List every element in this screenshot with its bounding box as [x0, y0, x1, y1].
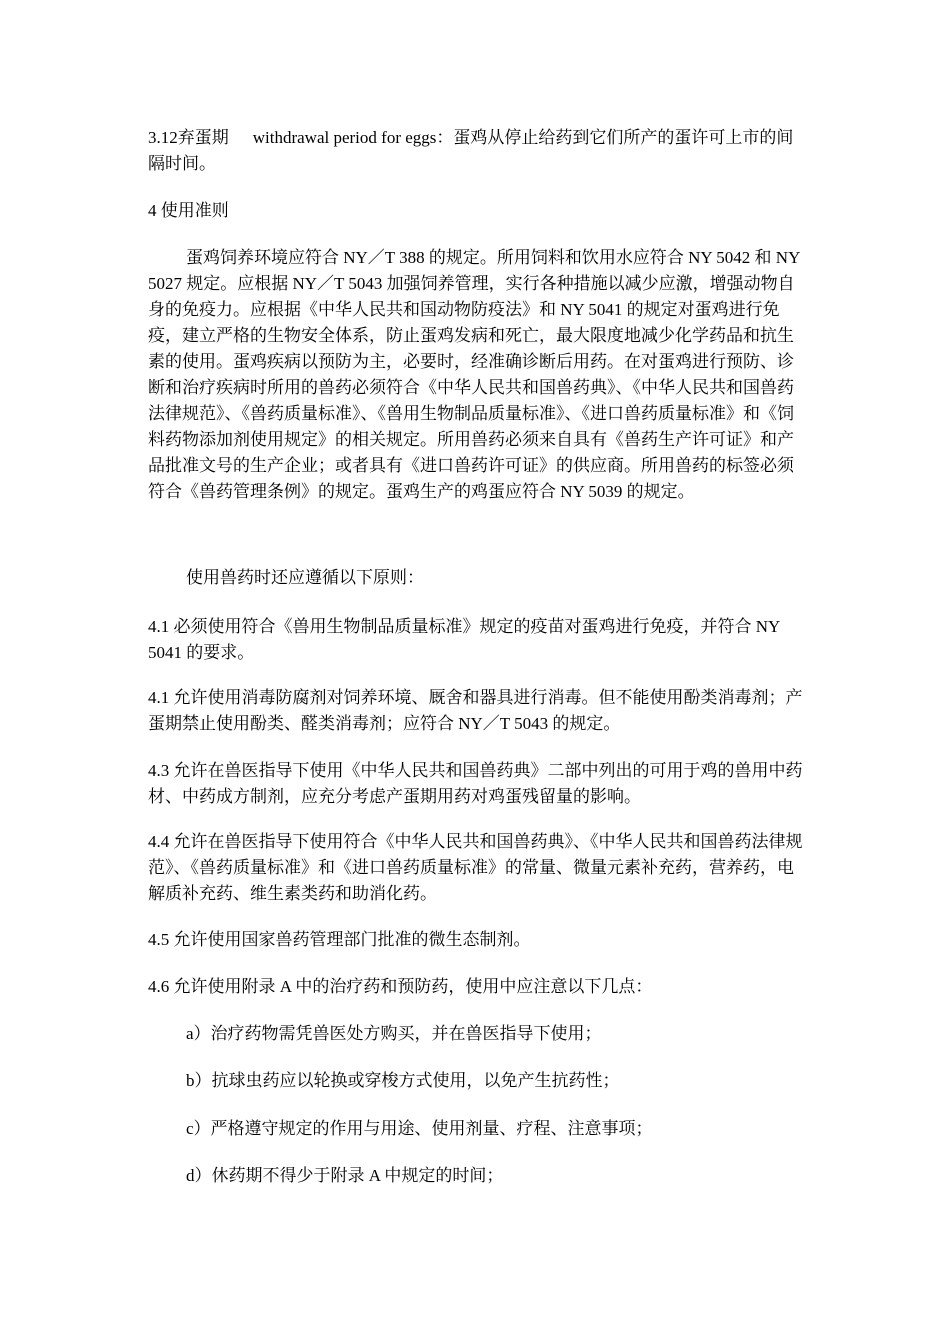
list-item-b: b）抗球虫药应以轮换或穿梭方式使用，以免产生抗药性；	[186, 1071, 620, 1090]
paragraph-usage-environment: 蛋鸡饲养环境应符合 NY／T 388 的规定。所用饲料和饮用水应符合 NY 5042 和 NY 5027 规定。应根据 NY／T 5043 加强饲养管理，实行各种措施以减少应激，增强动物自身的免疫力。应根据《中华人民共和国动物防疫法》和 NY 5041 的规定对蛋鸡进行免疫，建立严格的生物安全体系，防止蛋鸡发病和死亡，最大限度地减少化学药品和抗生素的使用。蛋鸡疾病以预防为主，必要时，经准确诊断后用药。在对蛋鸡进行预防、诊断和治疗疾病时所用的兽药必须符合《中华人民共和国兽药典》、《中华人民共和国兽药法律规范》、《兽药质量标准》、《兽用生物制品质量标准》、《进口兽药质量标准》和《饲料药物添加剂使用规定》的相关规定。所用兽药必须来自具有《兽药生产许可证》和产品批准文号的生产企业；或者具有《进口兽药许可证》的供应商。所用兽药的标签必须符合《兽药管理条例》的规定。蛋鸡生产的鸡蛋应符合 NY 5039 的规定。	[148, 248, 800, 501]
paragraph-principles-intro: 使用兽药时还应遵循以下原则：	[186, 568, 424, 587]
clause-4-3: 4.3 允许在兽医指导下使用《中华人民共和国兽药典》二部中列出的可用于鸡的兽用中药材、中药成方制剂，应充分考虑产蛋期用药对鸡蛋残留量的影响。	[148, 761, 803, 806]
definition-term-cn: 弃蛋期	[177, 128, 229, 147]
list-item-c: c）严格遵守规定的作用与用途、使用剂量、疗程、注意事项；	[186, 1119, 653, 1138]
definition-text: ：蛋鸡从停止给药到它们所产的蛋许可上市的间隔时间。	[148, 128, 794, 173]
definition-term-en: withdrawal period for eggs	[252, 128, 437, 147]
clause-4-6: 4.6 允许使用附录 A 中的治疗药和预防药，使用中应注意以下几点：	[148, 977, 653, 996]
definition-3-12	[148, 125, 804, 177]
definition-number: 3.12	[148, 128, 178, 147]
clause-4-1-vaccines: 4.1 必须使用符合《兽用生物制品质量标准》规定的疫苗对蛋鸡进行免疫，并符合 NY 5041 的要求。	[148, 617, 780, 662]
list-item-d: d）休药期不得少于附录 A 中规定的时间；	[186, 1166, 504, 1185]
list-item-a: a）治疗药物需凭兽医处方购买，并在兽医指导下使用；	[186, 1024, 602, 1043]
clause-4-5: 4.5 允许使用国家兽药管理部门批准的微生态制剂。	[148, 930, 531, 949]
section-4-heading: 4 使用准则	[148, 201, 229, 220]
clause-4-4: 4.4 允许在兽医指导下使用符合《中华人民共和国兽药典》、《中华人民共和国兽药法律规范》、《兽药质量标准》和《进口兽药质量标准》的常量、微量元素补充药，营养药，电解质补充药、维生素类药和助消化药。	[148, 832, 803, 903]
clause-4-1-disinfectants: 4.1 允许使用消毒防腐剂对饲养环境、厩舍和器具进行消毒。但不能使用酚类消毒剂；产蛋期禁止使用酚类、醛类消毒剂；应符合 NY／T 5043 的规定。	[148, 688, 803, 733]
